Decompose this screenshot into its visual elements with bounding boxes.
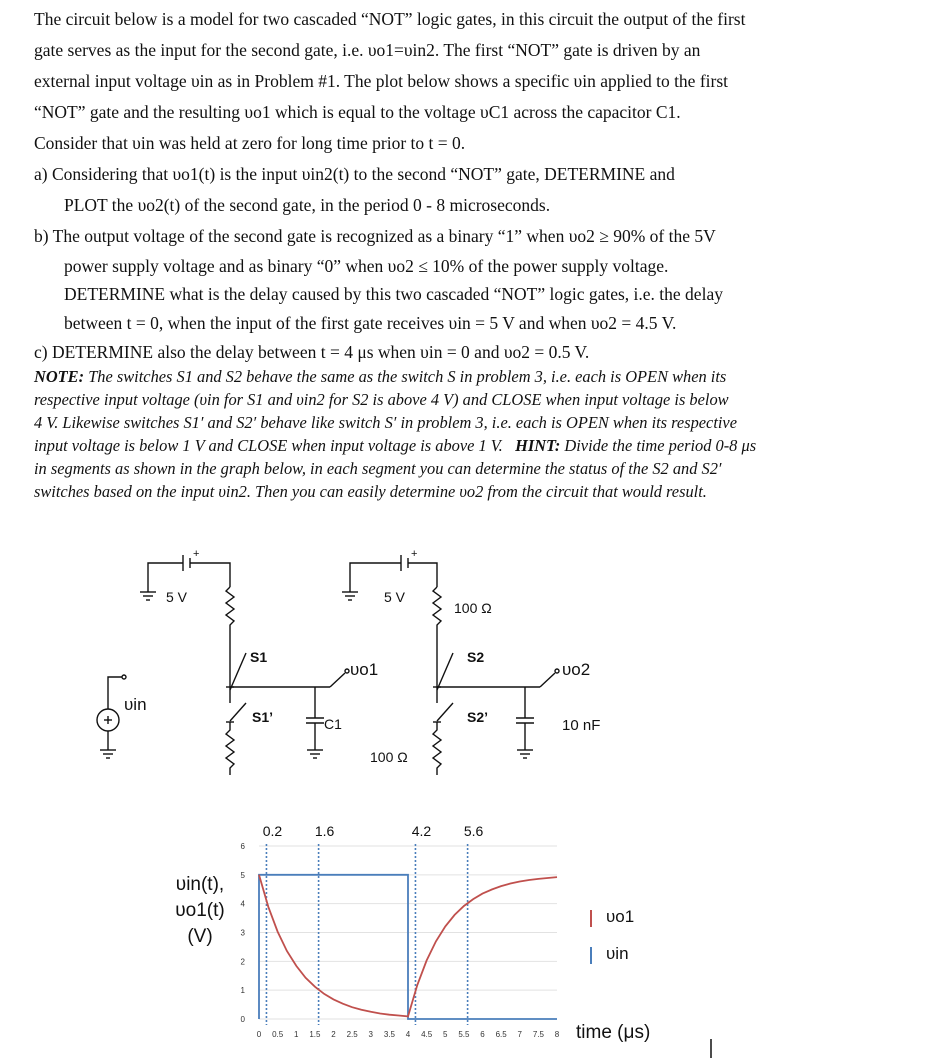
x-tick-label: 6.5 [495, 1030, 507, 1039]
part-c-line: c) DETERMINE also the delay between t = 4 μs when υin = 0 and υo2 = 0.5 V. [34, 342, 590, 362]
x-tick-label: 5 [443, 1030, 448, 1039]
resistor-icon [226, 587, 234, 675]
c1-label: C1 [324, 716, 342, 732]
switch-s1p-icon [230, 703, 246, 721]
ground-icon [342, 592, 358, 600]
vin-label: υin [124, 695, 147, 714]
supply2-label: 5 V [384, 589, 406, 605]
part-a-line-2: PLOT the υo2(t) of the second gate, in the period 0 - 8 microseconds. [64, 195, 551, 215]
problem-text [34, 4, 934, 503]
y-tick-label: 5 [240, 870, 245, 880]
ground-icon [140, 592, 156, 600]
vo1-label: υo1 [350, 660, 379, 679]
capacitor-icon [306, 687, 324, 758]
x-tick-label: 4.5 [421, 1030, 433, 1039]
svg-text:+: + [193, 548, 200, 560]
vo2-label: υo2 [562, 660, 591, 679]
x-tick-label: 3.5 [383, 1030, 395, 1039]
x-tick-label: 8 [554, 1030, 560, 1039]
s2p-label: S2’ [467, 709, 489, 725]
y-tick-label: 2 [240, 957, 245, 967]
switch-s1-icon [230, 653, 246, 690]
circuit-diagram [0, 545, 952, 775]
capacitor-icon [516, 687, 534, 758]
x-tick-label: 2.5 [346, 1030, 358, 1039]
s2-label: S2 [467, 649, 485, 665]
part-b-line-3: DETERMINE what is the delay caused by this two cascaded “NOT” logic gates, i.e. the delay [64, 284, 723, 304]
intro-line-3: external input voltage υin as in Problem #1. The plot below shows a specific υin applied to the first [34, 71, 729, 91]
svg-text:+: + [411, 548, 418, 560]
hint-label: HINT: [515, 436, 561, 455]
hint-line-1: Divide the time period 0-8 μs [564, 436, 757, 455]
series-line-vin [259, 875, 557, 1019]
r-top-label: 100 Ω [454, 600, 492, 616]
y-tick-label: 6 [240, 842, 245, 851]
r-bottom-label: 100 Ω [370, 749, 408, 765]
x-tick-label: 1.5 [309, 1030, 321, 1039]
intro-line-2: gate serves as the input for the second gate, i.e. υo1=υin2. The first “NOT” gate is driven by an [34, 40, 701, 60]
note-line-1: The switches S1 and S2 behave the same as the switch S in problem 3, i.e. each is OPEN when its [88, 367, 727, 386]
y-tick-label: 4 [240, 899, 245, 909]
part-b-line-1: b) The output voltage of the second gate is recognized as a binary “1” when υo2 ≥ 90% of the 5V [34, 226, 716, 246]
hint-line-2: in segments as shown in the graph below, in each segment you can determine the status of the S2 and S2′ [34, 459, 722, 478]
hint-line-3: switches based on the input υin2. Then you can easily determine υo2 from the circuit that would result. [34, 482, 707, 501]
intro-line-4: “NOT” gate and the resulting υo1 which is equal to the voltage υC1 across the capacitor C1. [34, 102, 681, 122]
switch-s2p-icon [437, 703, 453, 721]
resistor-icon [433, 722, 441, 775]
voltage-source-icon [97, 675, 126, 758]
battery-icon [350, 555, 437, 592]
x-tick-label: 7 [517, 1030, 522, 1039]
intro-line-1: The circuit below is a model for two cascaded “NOT” logic gates, in this circuit the output of the first [34, 9, 746, 29]
note-line-2: respective input voltage (υin for S1 and υin2 for S2 is above 4 V) and CLOSE when input voltage is below [34, 390, 729, 409]
legend-label: υo1 [606, 907, 635, 926]
c2-label: 10 nF [562, 717, 601, 734]
legend-label: υin [606, 944, 629, 963]
ylabel-line-1: υin(t), [175, 874, 225, 895]
xlabel: time (μs) [576, 1022, 651, 1043]
s1p-label: S1’ [252, 709, 274, 725]
battery-icon [148, 555, 230, 592]
x-tick-label: 1 [294, 1030, 299, 1039]
x-tick-label: 6 [480, 1030, 485, 1039]
note-line-4: input voltage is below 1 V and CLOSE when input voltage is above 1 V. [34, 436, 503, 455]
ylabel-line-2: υo1(t) [175, 900, 225, 921]
y-tick-label: 0 [240, 1015, 245, 1024]
segment-marker-label: 5.6 [463, 823, 484, 839]
resistor-icon [226, 722, 234, 775]
x-tick-label: 3 [368, 1030, 373, 1039]
x-tick-label: 0.5 [272, 1030, 284, 1039]
segment-marker-label: 0.2 [262, 823, 283, 839]
note-block [34, 365, 934, 503]
segment-marker-label: 1.6 [314, 823, 335, 839]
intro-line-5: Consider that υin was held at zero for long time prior to t = 0. [34, 133, 466, 153]
x-tick-label: 0 [256, 1030, 262, 1039]
y-tick-label: 1 [240, 986, 245, 996]
switch-s2-icon [437, 653, 453, 690]
y-tick-label: 3 [240, 928, 245, 938]
note-label: NOTE: [34, 367, 85, 386]
supply1-label: 5 V [166, 589, 188, 605]
segment-marker-label: 4.2 [411, 823, 432, 839]
voltage-chart [0, 815, 952, 1060]
x-tick-label: 7.5 [532, 1030, 544, 1039]
x-tick-label: 5.5 [458, 1030, 470, 1039]
s1-label: S1 [250, 649, 268, 665]
part-b-line-4: between t = 0, when the input of the first gate receives υin = 5 V and when υo2 = 4.5 V. [64, 313, 677, 333]
x-tick-label: 2 [331, 1030, 336, 1039]
part-b-line-2: power supply voltage and as binary “0” when υo2 ≤ 10% of the power supply voltage. [64, 256, 669, 276]
ylabel-line-3: (V) [187, 926, 213, 947]
x-tick-label: 4 [405, 1030, 411, 1039]
note-line-3: 4 V. Likewise switches S1′ and S2′ behave like switch S′ in problem 3, i.e. each is OPEN when its respective [34, 413, 737, 432]
resistor-icon [433, 587, 441, 675]
part-a-line-1: a) Considering that υo1(t) is the input υin2(t) to the second “NOT” gate, DETERMINE and [34, 164, 675, 184]
